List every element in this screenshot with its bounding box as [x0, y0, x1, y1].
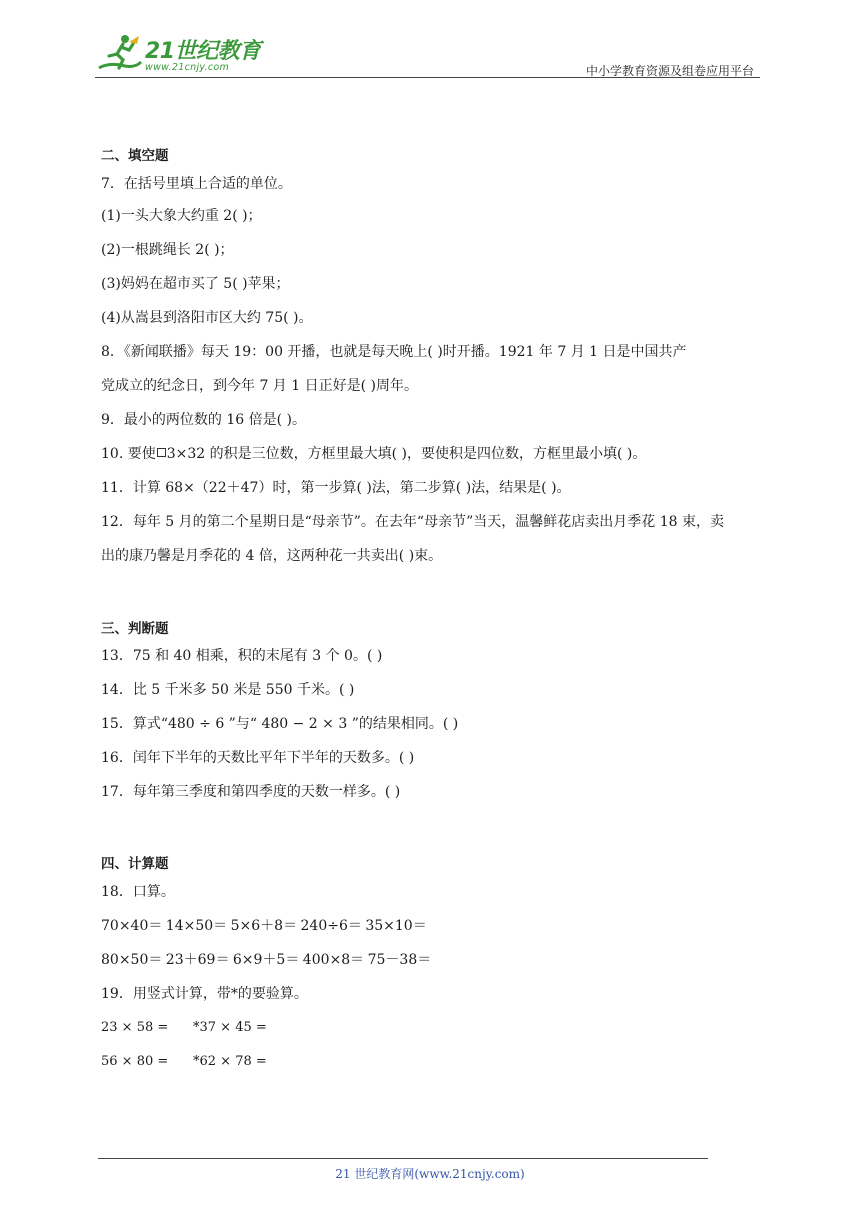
section-title-calc: 四、计算题 — [101, 856, 169, 872]
blank-square-icon — [157, 448, 166, 457]
question-12-line1: 12．每年 5 月的第二个星期日是“母亲节”。在去年“母亲节”当天，温馨鲜花店卖出月季花 18 束，卖 — [101, 514, 724, 530]
vertical-calc-1b: *37 × 45 = — [193, 1020, 267, 1035]
question-8-line2: 党成立的纪念日，到今年 7 月 1 日正好是( )周年。 — [101, 378, 418, 394]
question-12-line2: 出的康乃馨是月季花的 4 倍，这两种花一共卖出( )束。 — [101, 548, 443, 564]
logo-text: 21世纪教育 — [145, 39, 261, 64]
question-8-line1: 8．《新闻联播》每天 19：00 开播，也就是每天晚上( )时开播。1921 年 7 月 1 日是中国共产 — [101, 344, 687, 360]
question-14: 14．比 5 千米多 50 米是 550 千米。( ) — [101, 682, 355, 698]
question-10-prefix: 10. 要使 — [101, 446, 156, 462]
site-logo — [95, 30, 265, 76]
question-19: 19．用竖式计算，带*的要验算。 — [101, 986, 308, 1002]
runner-logo-icon — [95, 32, 143, 74]
question-7-3: (3)妈妈在超市买了 5( )苹果； — [101, 276, 290, 292]
oral-calc-row-1: 70×40＝ 14×50＝ 5×6＋8＝ 240÷6＝ 35×10＝ — [101, 918, 427, 934]
question-7-4: (4)从嵩县到洛阳市区大约 75( )。 — [101, 310, 313, 326]
vertical-calc-2a: 56 × 80 = — [101, 1054, 169, 1069]
header-divider — [95, 77, 760, 78]
vertical-calc-2b: *62 × 78 = — [193, 1054, 267, 1069]
question-7-1: (1)一头大象大约重 2( )； — [101, 208, 262, 224]
question-17: 17．每年第三季度和第四季度的天数一样多。( ) — [101, 784, 401, 800]
question-13: 13．75 和 40 相乘，积的末尾有 3 个 0。( ) — [101, 648, 383, 664]
question-7: 7．在括号里填上合适的单位。 — [101, 176, 292, 192]
vertical-calc-1a: 23 × 58 = — [101, 1020, 169, 1035]
page-header — [95, 30, 760, 78]
footer-text: 21 世纪教育网(www.21cnjy.com) — [335, 1167, 525, 1181]
question-9: 9．最小的两位数的 16 倍是( )。 — [101, 412, 306, 428]
question-16: 16．闰年下半年的天数比平年下半年的天数多。( ) — [101, 750, 415, 766]
header-tagline: 中小学教育资源及组卷应用平台 — [585, 64, 754, 78]
footer-divider — [98, 1158, 708, 1159]
section-title-judge: 三、判断题 — [101, 621, 169, 637]
section-title-fill: 二、填空题 — [101, 148, 169, 164]
question-18: 18．口算。 — [101, 884, 175, 900]
oral-calc-row-2: 80×50＝ 23＋69＝ 6×9＋5＝ 400×8＝ 75－38＝ — [101, 952, 432, 968]
question-15: 15．算式“480 ÷ 6 ”与“ 480 − 2 × 3 ”的结果相同。( ) — [101, 716, 459, 732]
question-10-suffix: 3×32 的积是三位数，方框里最大填( )，要使积是四位数，方框里最小填( )。 — [166, 446, 647, 462]
question-10 — [101, 444, 646, 464]
question-7-2: (2)一根跳绳长 2( )； — [101, 242, 234, 258]
question-11: 11．计算 68×（22＋47）时，第一步算( )法，第二步算( )法，结果是( )。 — [101, 480, 571, 496]
logo-url: www.21cnjy.com — [145, 62, 230, 73]
